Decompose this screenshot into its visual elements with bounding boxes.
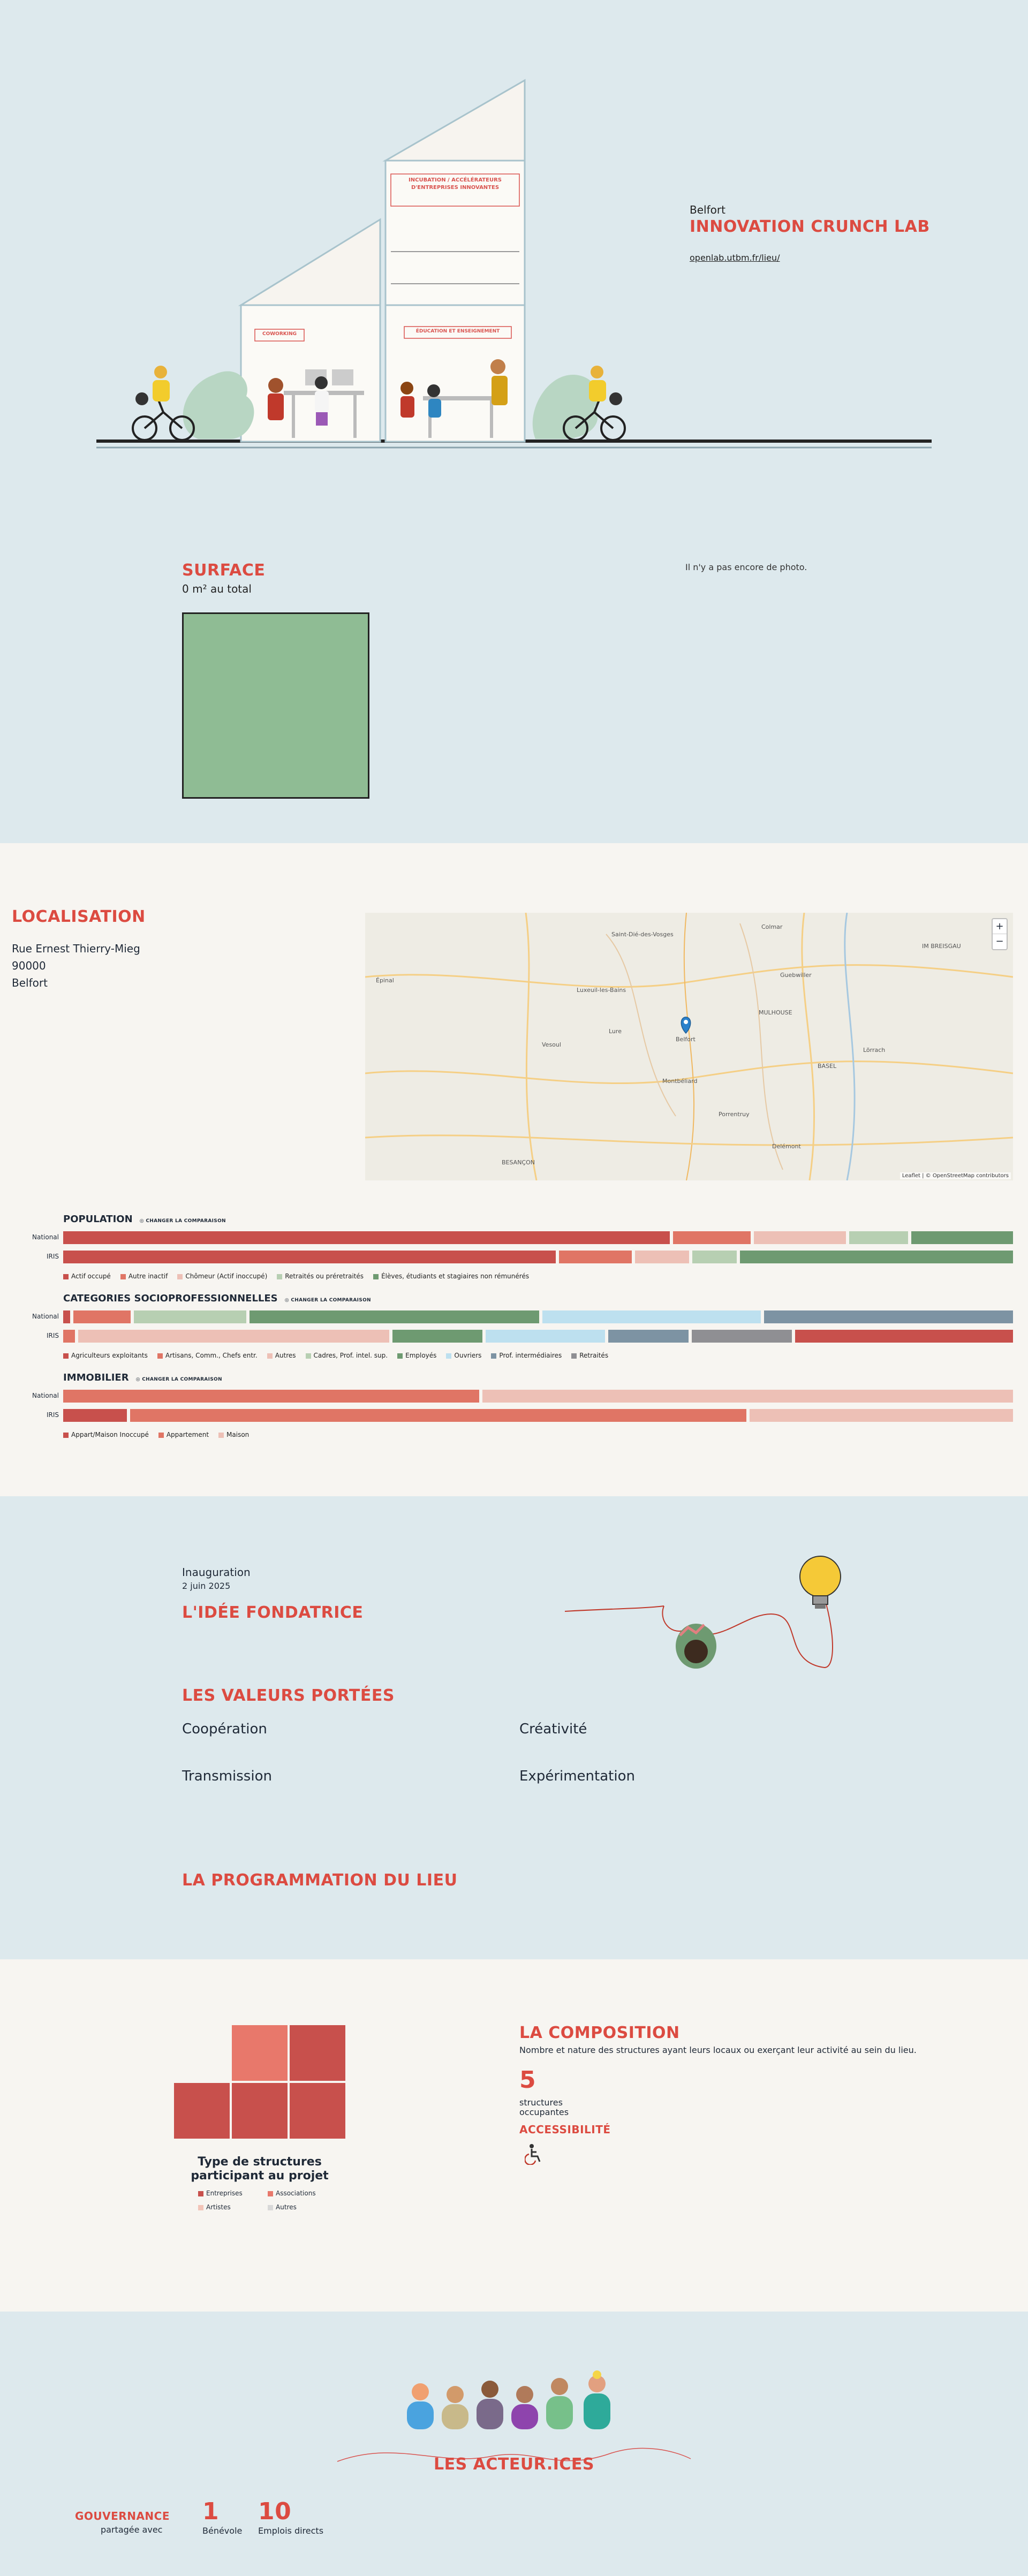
treemap-tile-entreprises bbox=[290, 2025, 345, 2081]
treemap-tile-entreprises bbox=[174, 2083, 230, 2139]
immobilier-legend bbox=[63, 1431, 249, 1438]
map-tiles[interactable] bbox=[365, 913, 1013, 1180]
valeurs-title: LES VALEURS PORTÉES bbox=[182, 1686, 395, 1705]
valeur-item-4: Expérimentation bbox=[519, 1768, 635, 1784]
map-zoom-in-button[interactable]: + bbox=[993, 919, 1007, 934]
localisation-section bbox=[0, 843, 1028, 1496]
hero-title: INNOVATION CRUNCH LAB bbox=[690, 217, 930, 236]
idee-title: L'IDÉE FONDATRICE bbox=[182, 1603, 364, 1622]
csp-row-label-iris: IRIS bbox=[46, 1332, 59, 1339]
population-title: POPULATION bbox=[63, 1214, 133, 1225]
legend-item: Appartement bbox=[158, 1431, 209, 1438]
bar-segment bbox=[63, 1310, 70, 1323]
population-legend bbox=[63, 1272, 529, 1280]
gouvernance-title: GOUVERNANCE bbox=[75, 2510, 170, 2522]
idea-illustration bbox=[557, 1555, 857, 1694]
bar-segment bbox=[392, 1330, 482, 1343]
hero-section bbox=[0, 0, 1028, 482]
population-row-label-national: National bbox=[32, 1233, 59, 1241]
legend-item: Chômeur (Actif inoccupé) bbox=[177, 1272, 267, 1280]
svg-text:Lörrach: Lörrach bbox=[863, 1047, 886, 1054]
legend-item-artistes: Artistes bbox=[198, 2203, 268, 2211]
illustration-label-education: ÉDUCATION ET ENSEIGNEMENT bbox=[415, 329, 500, 334]
address-line2: 90000 bbox=[12, 959, 46, 972]
immobilier-title: IMMOBILIER bbox=[63, 1372, 129, 1383]
legend-item-autres: Autres bbox=[268, 2203, 297, 2211]
svg-text:Delémont: Delémont bbox=[772, 1143, 801, 1150]
map-attribution[interactable]: Leaflet | © OpenStreetMap contributors bbox=[900, 1172, 1011, 1179]
acteurs-title: LES ACTEUR.ICES bbox=[433, 2455, 595, 2474]
legend-item: Actif occupé bbox=[63, 1272, 111, 1280]
bar-segment bbox=[764, 1310, 1013, 1323]
accessibility-title: ACCESSIBILITÉ bbox=[519, 2123, 611, 2136]
valeur-item-2: Créativité bbox=[519, 1721, 587, 1737]
legend-item-entreprises: Entreprises bbox=[198, 2189, 268, 2197]
bar-segment bbox=[63, 1409, 127, 1422]
composition-treemap bbox=[174, 2025, 345, 2141]
svg-text:IM BREISGAU: IM BREISGAU bbox=[922, 943, 961, 950]
legend-item: Ouvriers bbox=[446, 1352, 481, 1359]
treemap-tile-associations bbox=[232, 2025, 288, 2081]
csp-bar-national bbox=[63, 1310, 1016, 1323]
svg-text:Vesoul: Vesoul bbox=[542, 1041, 561, 1048]
svg-text:BASEL: BASEL bbox=[818, 1063, 837, 1070]
legend-item: Autre inactif bbox=[120, 1272, 168, 1280]
surface-square bbox=[182, 612, 369, 799]
legend-item: Cadres, Prof. intel. sup. bbox=[306, 1352, 388, 1359]
legend-item: Autres bbox=[267, 1352, 296, 1359]
composition-title: LA COMPOSITION bbox=[519, 2024, 680, 2042]
bar-segment bbox=[486, 1330, 605, 1343]
composition-count-label-1: structures bbox=[519, 2097, 563, 2108]
bar-segment bbox=[542, 1310, 761, 1323]
population-change-comparison-button[interactable]: ◎ CHANGER LA COMPARAISON bbox=[139, 1218, 226, 1224]
bar-segment bbox=[750, 1409, 1013, 1422]
bar-segment bbox=[63, 1231, 670, 1244]
composition-legend bbox=[198, 2189, 337, 2211]
lieu-illustration bbox=[91, 75, 937, 460]
immobilier-bar-national bbox=[63, 1390, 1016, 1403]
gouvernance-subtitle: partagée avec bbox=[101, 2525, 163, 2535]
bar-segment bbox=[482, 1390, 1013, 1403]
bar-segment bbox=[911, 1231, 1013, 1244]
treemap-tile-entreprises bbox=[290, 2083, 345, 2139]
people-illustration bbox=[396, 2370, 637, 2429]
map-zoom-out-button[interactable]: − bbox=[995, 936, 1004, 947]
composition-chart-title-2: participant au projet bbox=[191, 2169, 329, 2183]
bar-segment bbox=[134, 1310, 247, 1323]
bar-segment bbox=[692, 1251, 737, 1263]
bar-segment bbox=[608, 1330, 689, 1343]
bar-segment bbox=[849, 1231, 908, 1244]
surface-value: 0 m² au total bbox=[182, 582, 252, 595]
csp-row-label-national: National bbox=[32, 1313, 59, 1320]
svg-text:Luxeuil-les-Bains: Luxeuil-les-Bains bbox=[577, 987, 626, 994]
bar-segment bbox=[754, 1231, 846, 1244]
legend-item: Artisans, Comm., Chefs entr. bbox=[157, 1352, 258, 1359]
bar-segment bbox=[740, 1251, 1013, 1263]
csp-bar-iris bbox=[63, 1330, 1016, 1343]
bar-segment bbox=[559, 1251, 632, 1263]
emplois-count: 10 bbox=[258, 2498, 292, 2525]
bar-segment bbox=[63, 1390, 479, 1403]
bar-segment bbox=[795, 1330, 1013, 1343]
svg-text:Porrentruy: Porrentruy bbox=[719, 1111, 750, 1118]
surface-section bbox=[0, 482, 1028, 843]
immobilier-bar-iris bbox=[63, 1409, 1016, 1422]
bar-segment bbox=[73, 1310, 131, 1323]
svg-text:Belfort: Belfort bbox=[676, 1036, 696, 1043]
svg-text:Montbéliard: Montbéliard bbox=[662, 1078, 698, 1085]
immobilier-row-label-national: National bbox=[32, 1392, 59, 1399]
acteurs-section bbox=[0, 2312, 1028, 2576]
legend-item: Employés bbox=[397, 1352, 436, 1359]
svg-text:Épinal: Épinal bbox=[376, 977, 394, 984]
hero-city: Belfort bbox=[690, 203, 725, 216]
surface-title: SURFACE bbox=[182, 561, 266, 580]
population-title-row bbox=[63, 1214, 226, 1225]
valeur-item-3: Transmission bbox=[182, 1768, 272, 1784]
svg-text:Colmar: Colmar bbox=[761, 923, 783, 930]
localisation-title: LOCALISATION bbox=[12, 907, 146, 926]
benevole-label: Bénévole bbox=[202, 2526, 243, 2536]
legend-item: Appart/Maison Inoccupé bbox=[63, 1431, 149, 1438]
svg-text:Guebwiller: Guebwiller bbox=[780, 972, 812, 979]
wheelchair-icon bbox=[525, 2143, 543, 2165]
legend-item: Retraités bbox=[571, 1352, 608, 1359]
composition-description: Nombre et nature des structures ayant leurs locaux ou exerçant leur activité au sein du lieu. bbox=[519, 2045, 917, 2055]
svg-text:Lure: Lure bbox=[609, 1028, 622, 1035]
bar-segment bbox=[130, 1409, 746, 1422]
bar-segment bbox=[78, 1330, 389, 1343]
bar-segment bbox=[63, 1251, 556, 1263]
legend-item: Retraités ou préretraités bbox=[277, 1272, 364, 1280]
population-bar-national bbox=[63, 1231, 1016, 1244]
illustration-label-incubation: INCUBATION / ACCÉLÉRATEURS D'ENTREPRISES INNOVANTES bbox=[409, 177, 502, 191]
composition-count: 5 bbox=[519, 2066, 536, 2094]
treemap-tile-entreprises bbox=[232, 2083, 288, 2139]
benevole-count: 1 bbox=[202, 2498, 220, 2525]
address-line3: Belfort bbox=[12, 976, 48, 989]
address-line1: Rue Ernest Thierry-Mieg bbox=[12, 942, 140, 955]
svg-text:BESANÇON: BESANÇON bbox=[502, 1159, 535, 1166]
csp-change-comparison-button[interactable]: ◎ CHANGER LA COMPARAISON bbox=[284, 1298, 371, 1303]
immobilier-row-label-iris: IRIS bbox=[46, 1411, 59, 1419]
inauguration-label: Inauguration bbox=[182, 1566, 251, 1579]
inauguration-date: 2 juin 2025 bbox=[182, 1581, 231, 1591]
valeur-item-1: Coopération bbox=[182, 1721, 267, 1737]
emplois-label: Emplois directs bbox=[258, 2526, 324, 2536]
csp-title: CATEGORIES SOCIOPROFESSIONNELLES bbox=[63, 1293, 278, 1304]
immobilier-title-row bbox=[63, 1372, 222, 1383]
programmation-title: LA PROGRAMMATION DU LIEU bbox=[182, 1871, 458, 1890]
idee-section bbox=[0, 1496, 1028, 1959]
illustration-label-coworking: COWORKING bbox=[262, 331, 297, 337]
bar-segment bbox=[635, 1251, 689, 1263]
legend-item: Élèves, étudiants et stagiaires non rémunérés bbox=[373, 1272, 529, 1280]
population-row-label-iris: IRIS bbox=[46, 1253, 59, 1260]
composition-count-label-2: occupantes bbox=[519, 2107, 569, 2117]
bar-segment bbox=[692, 1330, 792, 1343]
composition-section bbox=[0, 1959, 1028, 2312]
svg-text:MULHOUSE: MULHOUSE bbox=[759, 1009, 792, 1016]
bar-segment bbox=[673, 1231, 751, 1244]
bar-segment bbox=[250, 1310, 539, 1323]
legend-item: Maison bbox=[218, 1431, 249, 1438]
composition-chart-title-1: Type de structures bbox=[198, 2155, 322, 2169]
no-photo-text: Il n'y a pas encore de photo. bbox=[685, 562, 807, 572]
csp-legend bbox=[63, 1352, 608, 1359]
legend-item: Prof. intermédiaires bbox=[491, 1352, 562, 1359]
legend-item: Agriculteurs exploitants bbox=[63, 1352, 148, 1359]
svg-text:Saint-Dié-des-Vosges: Saint-Dié-des-Vosges bbox=[611, 931, 674, 938]
immobilier-change-comparison-button[interactable]: ◎ CHANGER LA COMPARAISON bbox=[135, 1377, 222, 1382]
map[interactable] bbox=[365, 913, 1013, 1180]
legend-item-associations: Associations bbox=[268, 2189, 316, 2197]
bar-segment bbox=[63, 1330, 75, 1343]
population-bar-iris bbox=[63, 1251, 1016, 1263]
map-zoom-controls bbox=[992, 918, 1008, 950]
csp-title-row bbox=[63, 1293, 371, 1304]
hero-website-link[interactable]: openlab.utbm.fr/lieu/ bbox=[690, 253, 780, 263]
